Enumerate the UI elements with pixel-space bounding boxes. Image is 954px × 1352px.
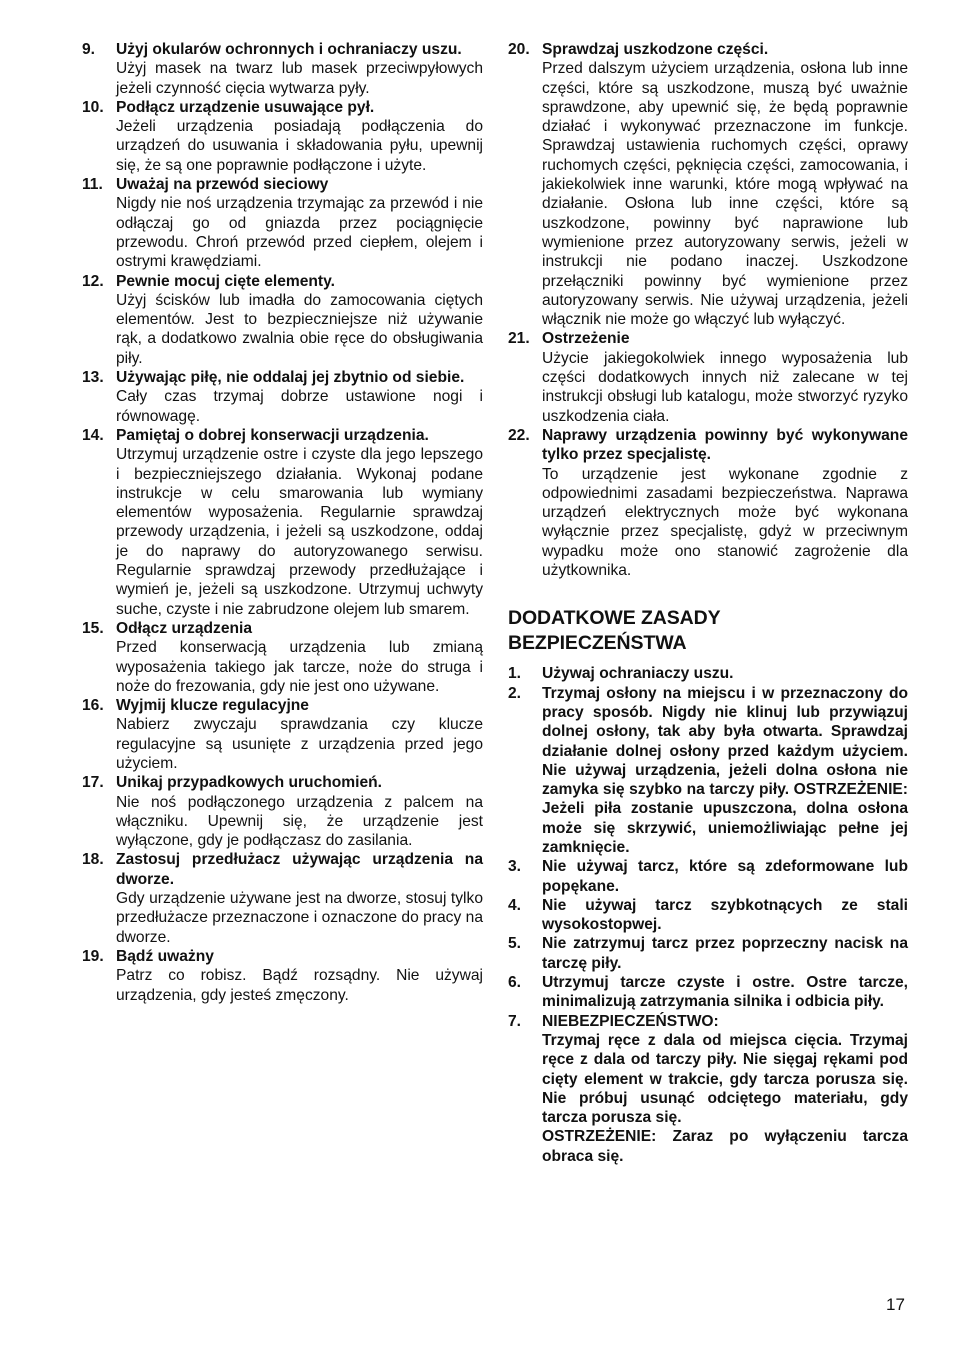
item-number: 22. <box>508 426 530 444</box>
safety-item-16 <box>82 696 483 773</box>
item-number: 12. <box>82 272 104 290</box>
item-title: Bądź uważny <box>116 947 214 965</box>
right-column <box>508 40 908 1166</box>
page-number: 17 <box>886 1295 905 1314</box>
item-title: Zastosuj przedłużacz używając urządzenia na dworze. <box>116 851 483 888</box>
item-number: 18. <box>82 851 104 869</box>
safety-item-19 <box>82 947 483 1005</box>
item-number: 4. <box>508 896 522 914</box>
item-body: Nie noś podłączonego urządzenia z palcem na włączniku. Upewnij się, że urządzenie jest wyłączone, gdy je podłączasz do zasilania. <box>116 793 483 850</box>
safety-item-12 <box>82 272 483 368</box>
item-body: Przed konserwacją urządzenia lub zmianą wyposażenia takiego jak tarcze, noże do struga i noże do frezowania, gdy nie jest ono używane. <box>116 639 483 695</box>
item-body: Użyj masek na twarz lub masek przeciwpyłowych jeżeli czynność cięcia wytwarza pyły. <box>116 60 483 97</box>
item-number: 21. <box>508 330 530 348</box>
additional-item-2 <box>508 684 908 858</box>
item-title: Nie używaj tarcz, które są zdeformowane lub popękane. <box>542 858 908 895</box>
item-title: Wyjmij klucze regulacyjne <box>116 697 309 715</box>
item-body: Patrz co robisz. Bądź rozsądny. Nie używaj urządzenia, gdy jesteś zmęczony. <box>116 967 483 1004</box>
item-number: 7. <box>508 1012 522 1030</box>
additional-item-5 <box>508 934 908 973</box>
item-body: Cały czas trzymaj dobrze ustawione nogi i równowagę. <box>116 388 483 425</box>
safety-item-18 <box>82 850 483 946</box>
item-number: 6. <box>508 974 522 992</box>
item-number: 17. <box>82 774 104 792</box>
safety-item-22 <box>508 426 908 580</box>
item-body: Gdy urządzenie używane jest na dworze, stosuj tylko przedłużacze przeznaczone i oznaczone do pracy na dworze. <box>116 890 483 946</box>
item-title: Trzymaj osłony na miejscu i w przeznaczony do pracy sposób. Nigdy nie klinuj lub przywiązuj dolnej osłony, tak aby była otwarta. Sprawdzaj działanie dolnej osłony przed każdym użyciem. Nie używaj urządzenia, jeżeli dolna osłona nie zamyka się szybko na tarczy piły. OSTRZEŻENIE: Jeżeli piła zostanie upuszczona, dolna osłona może się skrzywić, uniemożliwiając pełne jej zamknięcie. <box>542 684 908 856</box>
item-title: Ostrzeżenie <box>542 330 630 348</box>
item-title: Pamiętaj o dobrej konserwacji urządzenia. <box>116 426 429 444</box>
item-title: Pewnie mocuj cięte elementy. <box>116 272 335 290</box>
item-number: 10. <box>82 98 104 116</box>
item-body: Nabierz zwyczaju sprawdzania czy klucze regulacyjne są usunięte z urządzenia przed jego użyciem. <box>116 716 483 772</box>
additional-item-1 <box>508 664 908 683</box>
item-title: Uważaj na przewód sieciowy <box>116 176 329 194</box>
additional-item-6 <box>508 973 908 1012</box>
item-number: 5. <box>508 935 522 953</box>
item-number: 1. <box>508 665 522 683</box>
safety-item-14 <box>82 426 483 619</box>
item-title: Sprawdzaj uszkodzone części. <box>542 41 769 58</box>
item-number: 19. <box>82 947 104 965</box>
additional-item-3 <box>508 857 908 896</box>
safety-item-21 <box>508 329 908 425</box>
item-title: Naprawy urządzenia powinny być wykonywane tylko przez specjalistę. <box>542 426 908 464</box>
left-column <box>82 40 483 1005</box>
item-number: 3. <box>508 858 522 876</box>
safety-item-20 <box>508 40 908 329</box>
item-body: Użycie jakiegokolwiek innego wyposażenia lub części dodatkowych innych niż zalecane w tej instrukcji obsługi lub katalogu, może stworzyć ryzyko uszkodzenia ciała. <box>542 349 908 425</box>
section-heading-line1: DODATKOWE ZASADY <box>508 607 721 630</box>
item-body: Użyj ścisków lub imadła do zamocowania ciętych elementów. Jest to bezpieczniejsze niż używanie rąk, a dodatkowo zwalnia obie ręce do obsługiwania piły. <box>116 291 483 367</box>
section-heading-line2: BEZPIECZEŃSTWA <box>508 631 687 654</box>
safety-item-9 <box>82 40 483 98</box>
item-number: 14. <box>82 426 104 444</box>
item-number: 9. <box>82 41 96 58</box>
item-title: Użyj okularów ochronnych i ochraniaczy uszu. <box>116 41 462 58</box>
item-title: Odłącz urządzenia <box>116 619 253 637</box>
item-number: 16. <box>82 697 104 715</box>
item-number: 15. <box>82 619 104 637</box>
item-title: Podłącz urządzenie usuwające pył. <box>116 98 375 116</box>
item-title: Utrzymuj tarcze czyste i ostre. Ostre tarcze, minimalizują zatrzymania silnika i odbicia piły. <box>542 974 908 1011</box>
item-number: 2. <box>508 684 522 702</box>
item-title: Nie zatrzymuj tarcz przez poprzeczny nacisk na tarczę piły. <box>542 935 908 972</box>
safety-item-11 <box>82 175 483 271</box>
item-title: NIEBEZPIECZEŃSTWO: <box>542 1012 719 1030</box>
section-heading <box>508 606 908 655</box>
safety-item-15 <box>82 619 483 696</box>
safety-item-13 <box>82 368 483 426</box>
item-number: 13. <box>82 369 104 387</box>
item-body: Trzymaj ręce z dala od miejsca cięcia. Trzymaj ręce z dala od tarczy piły. Nie sięgaj rękami pod cięty element w trakcie, gdy tarcza porusza się. Nie próbuj usunąć odciętego materiału, gdy tarcza porusza się. <box>542 1031 908 1127</box>
safety-item-10 <box>82 98 483 175</box>
item-body: Utrzymuj urządzenie ostre i czyste dla jego lepszego i bezpieczniejszego działania. Wykonaj podane instrukcje w celu smarowania lub wymiany elementów wyposażenia. Regularnie sprawdzaj przewody urządzenia, i jeżeli są uszkodzone, oddaj je do naprawy do autoryzowanego serwisu. Regularnie sprawdzaj przewody przedłużające i wymień je, jeżeli są uszkodzone. Utrzymuj uchwyty suche, czyste i nie zabrudzone olejem lub smarem. <box>116 446 483 618</box>
additional-item-4 <box>508 896 908 935</box>
safety-item-17 <box>82 773 483 850</box>
item-body: Nigdy nie noś urządzenia trzymając za przewód i nie odłączaj go od gniazda przez pociągnięcie przewodu. Chroń przewód przed ciepłem, olejem i ostrymi krawędziami. <box>116 195 483 271</box>
additional-item-7 <box>508 1012 908 1166</box>
item-number: 11. <box>82 176 103 194</box>
item-body: To urządzenie jest wykonane zgodnie z odpowiednimi zasadami bezpieczeństwa. Naprawa urządzeń elektrycznych może być wykonana wyłącznie przez specjalistę, gdyż w przeciwnym wypadku może ono stanowić zagrożenie dla użytkownika. <box>542 465 908 580</box>
item-body: Przed dalszym użyciem urządzenia, osłona lub inne części, które są uszkodzone, muszą być uważnie sprawdzone, aby upewnić się, że będą poprawnie działać i wykonywać przeznaczone im funkcje. Sprawdzaj ustawienia ruchomych części, oprawy ruchomych części, pęknięcia części, zamocowania, i jakiekolwiek inne warunki, które mogą wpływać na działanie. Osłona lub inne części, które są uszkodzone, powinny być naprawione lub wymienione przez autoryzowany serwis, jeżeli w instrukcji nie podano inaczej. Uszkodzone przełączniki powinny być wymienione przez autoryzowany serwis. Nie używaj urządzenia, jeżeli włącznik nie może go włączyć lub wyłączyć. <box>542 60 908 329</box>
item-title: Nie używaj tarcz szybkotnących ze stali wysokostopwej. <box>542 896 908 934</box>
item-title: Używaj ochraniaczy uszu. <box>542 665 734 683</box>
item-title: Unikaj przypadkowych uruchomień. <box>116 774 383 792</box>
item-body: Jeżeli urządzenia posiadają podłączenia do urządzeń do usuwania i składowania pyłu, upewnij się, że są one poprawnie podłączone i użyte. <box>116 118 483 174</box>
item-warning: OSTRZEŻENIE: Zaraz po wyłączeniu tarcza obraca się. <box>542 1128 908 1165</box>
item-title: Używając piłę, nie oddalaj jej zbytnio od siebie. <box>116 369 465 387</box>
item-number: 20. <box>508 41 530 58</box>
